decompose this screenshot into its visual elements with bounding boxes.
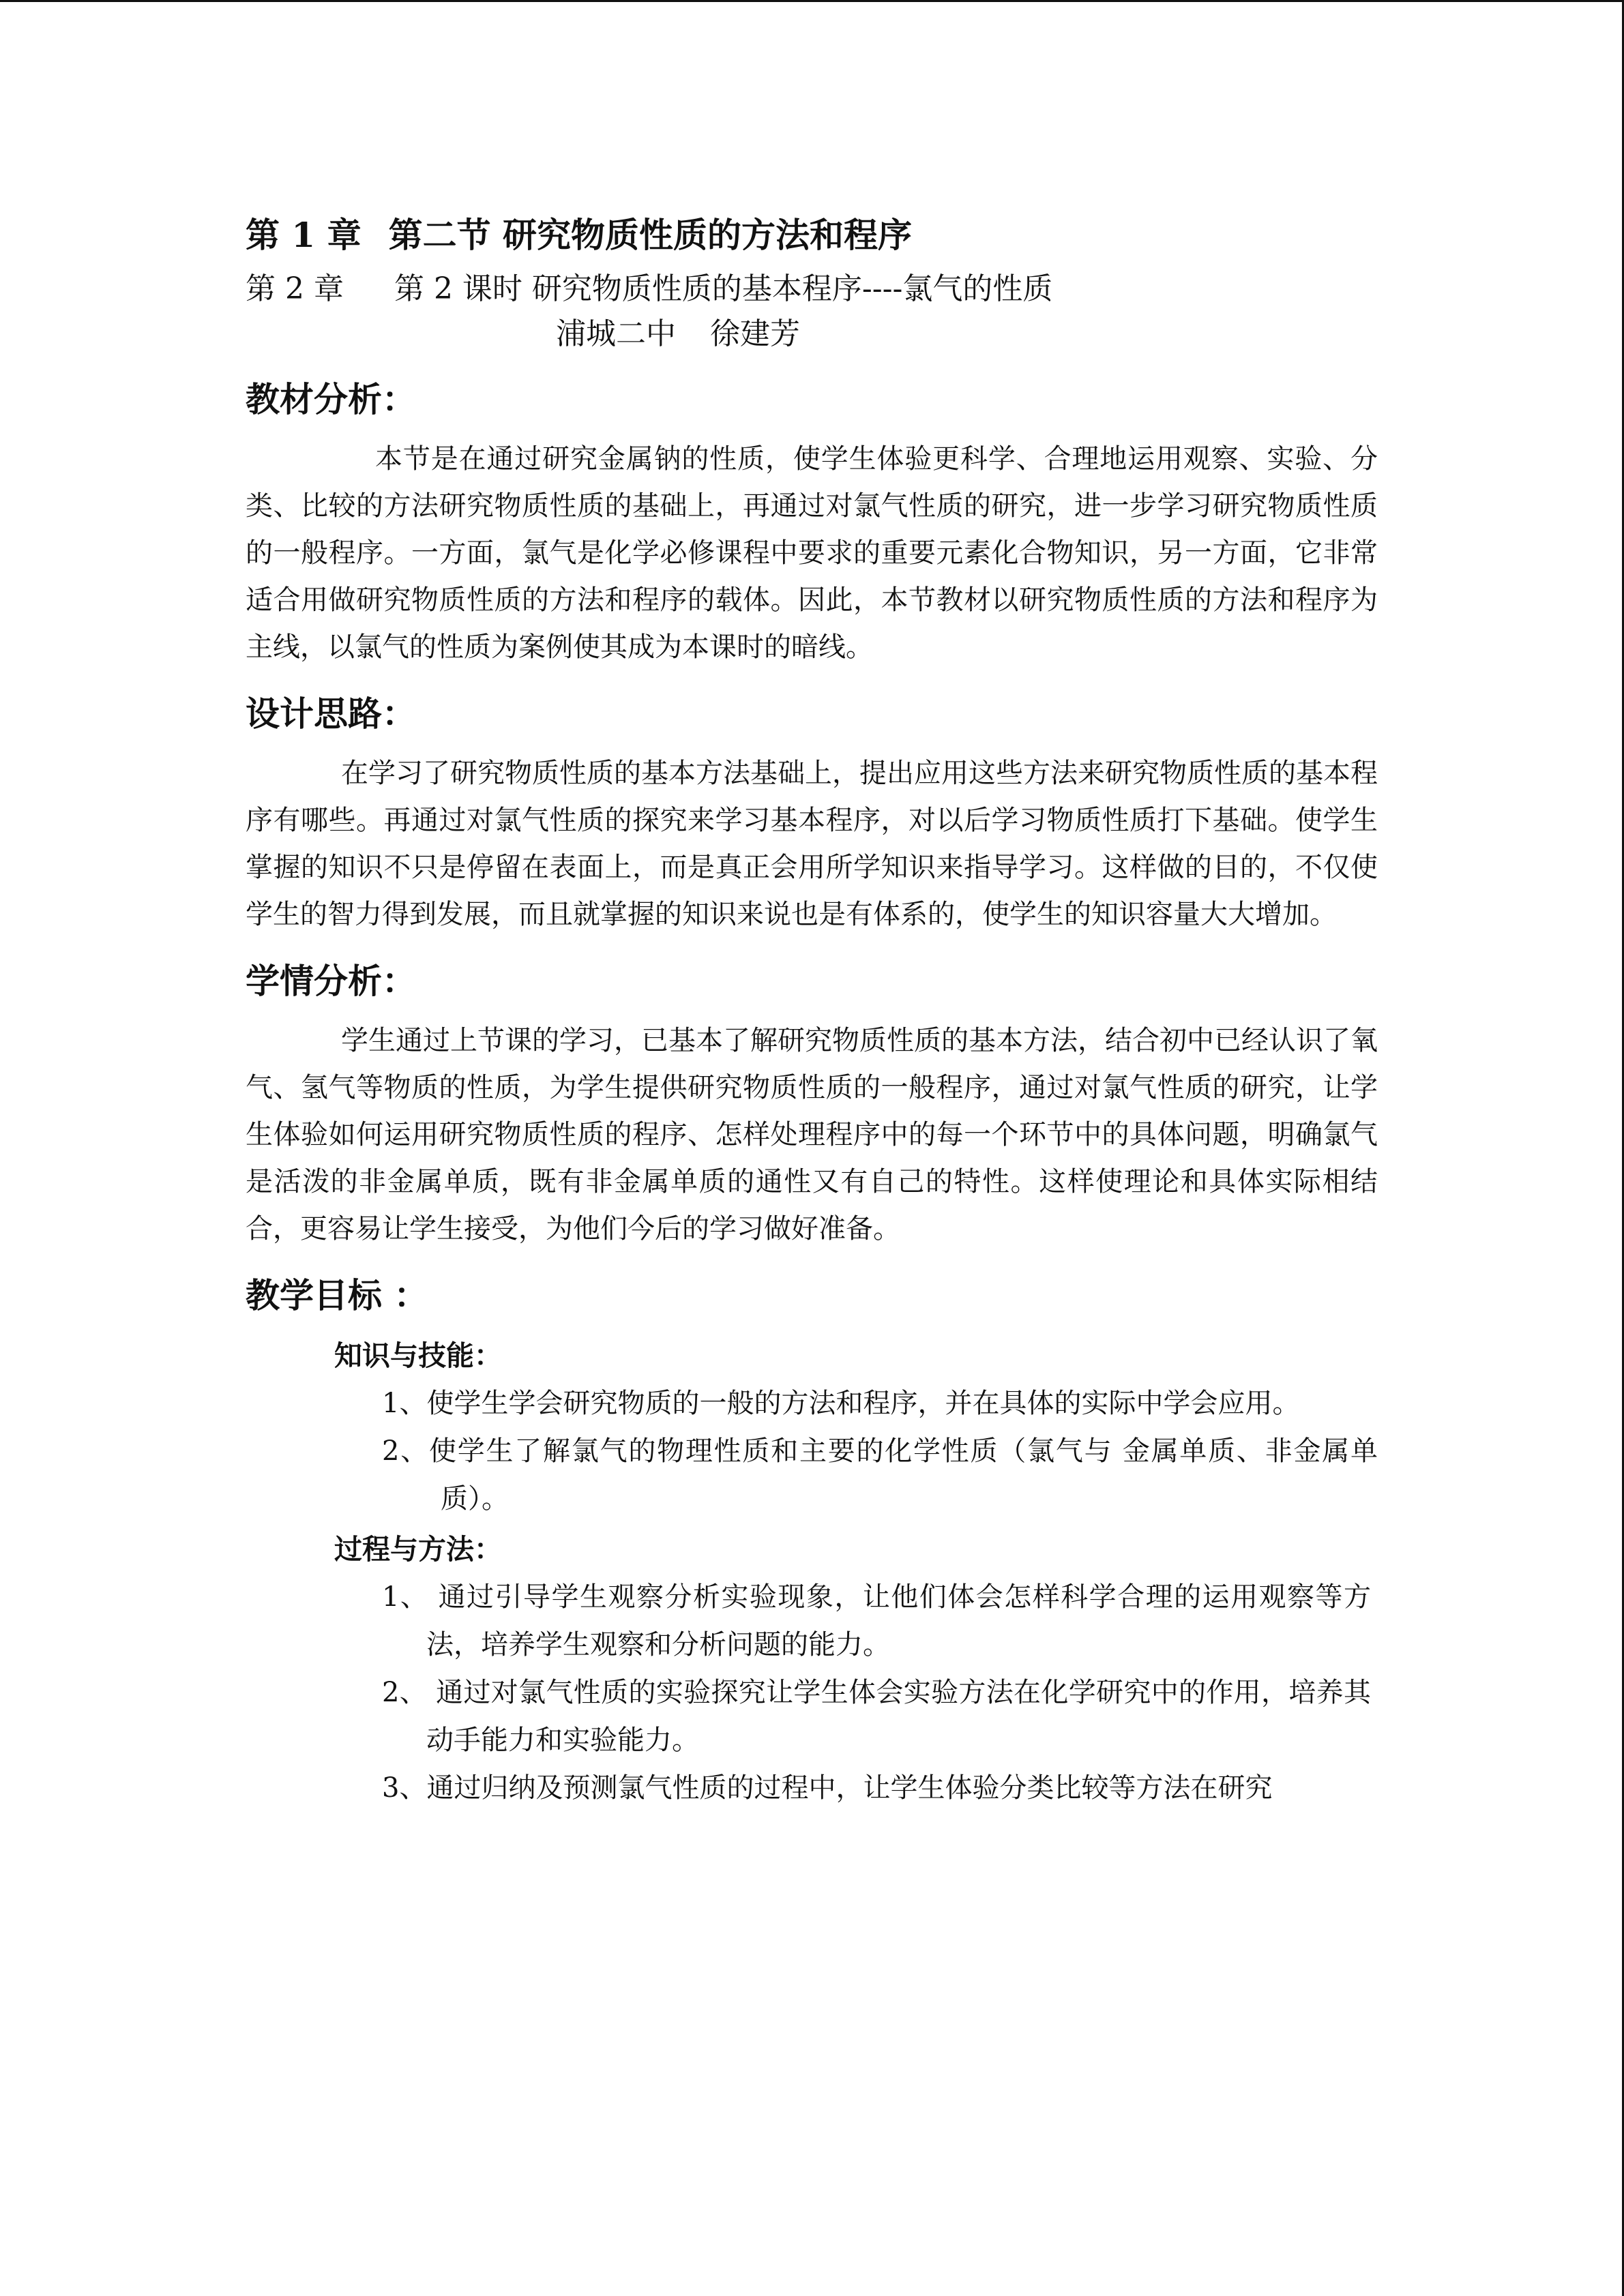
- paragraph-textbook-analysis: 本节是在通过研究金属钠的性质，使学生体验更科学、合理地运用观察、实验、分类、比较的方法研究物质性质的基础上，再通过对氯气性质的研究，进一步学习研究物质性质的一般程序。一方面，氯气是化学必修课程中要求的重要元素化合物知识，另一方面，它非常适合用做研究物质性质的方法和程序的载体。因此，本节教材以研究物质性质的方法和程序为主线，以氯气的性质为案例使其成为本课时的暗线。: [246, 443, 1378, 663]
- heading-teaching-goals: 教学目标 ：: [246, 1276, 428, 1315]
- document-title: [246, 208, 1378, 263]
- list-item: 2、 通过对氯气性质的实验探究让学生体会实验方法在化学研究中的作用，培养其动手能力和实验能力。: [382, 1677, 1371, 1756]
- author-school: 浦城二中: [556, 316, 676, 351]
- subtitle-lesson: 第 2 课时 研究物质性质的基本程序----氯气的性质: [394, 271, 1053, 306]
- heading-student-analysis: 学情分析：: [246, 961, 416, 1001]
- title-chapter: 第 1 章: [246, 215, 361, 255]
- subheading-process-methods: 过程与方法：: [334, 1533, 502, 1566]
- paragraph-design-idea: 在学习了研究物质性质的基本方法基础上，提出应用这些方法来研究物质性质的基本程序有哪些。再通过对氯气性质的探究来学习基本程序，对以后学习物质性质打下基础。使学生掌握的知识不只是停留在表面上，而是真正会用所学知识来指导学习。这样做的目的，不仅使学生的智力得到发展，而且就掌握的知识来说也是有体系的，使学生的知识容量大大增加。: [246, 758, 1378, 930]
- author-name: 徐建芳: [710, 316, 800, 351]
- subheading-knowledge-skills: 知识与技能：: [334, 1339, 502, 1372]
- document-subtitle: [246, 267, 1378, 312]
- page-border-top: [0, 0, 1624, 2]
- heading-textbook-analysis: 教材分析：: [246, 380, 416, 419]
- list-item: 1、 通过引导学生观察分析实验现象，让他们体会怎样科学合理的运用观察等方法，培养学生观察和分析问题的能力。: [382, 1581, 1371, 1660]
- heading-design-idea: 设计思路：: [246, 694, 416, 734]
- list-item: 2、使学生了解氯气的物理性质和主要的化学性质（氯气与 金属单质、非金属单质）。: [382, 1435, 1378, 1515]
- author-line: [246, 312, 1378, 357]
- list-item: 1、使学生学会研究物质的一般的方法和程序，并在具体的实际中学会应用。: [382, 1388, 1300, 1419]
- list-item: 3、通过归纳及预测氯气性质的过程中，让学生体验分类比较等方法在研究: [382, 1772, 1273, 1804]
- subtitle-chapter: 第 2 章: [246, 271, 344, 306]
- title-section: 第二节 研究物质性质的方法和程序: [388, 215, 913, 255]
- paragraph-student-analysis: 学生通过上节课的学习，已基本了解研究物质性质的基本方法，结合初中已经认识了氧气、氢气等物质的性质，为学生提供研究物质性质的一般程序，通过对氯气性质的研究，让学生体验如何运用研究物质性质的程序、怎样处理程序中的每一个环节中的具体问题，明确氯气是活泼的非金属单质，既有非金属单质的通性又有自己的特性。这样使理论和具体实际相结合，更容易让学生接受，为他们今后的学习做好准备。: [246, 1025, 1378, 1244]
- document-body: [246, 208, 1378, 1812]
